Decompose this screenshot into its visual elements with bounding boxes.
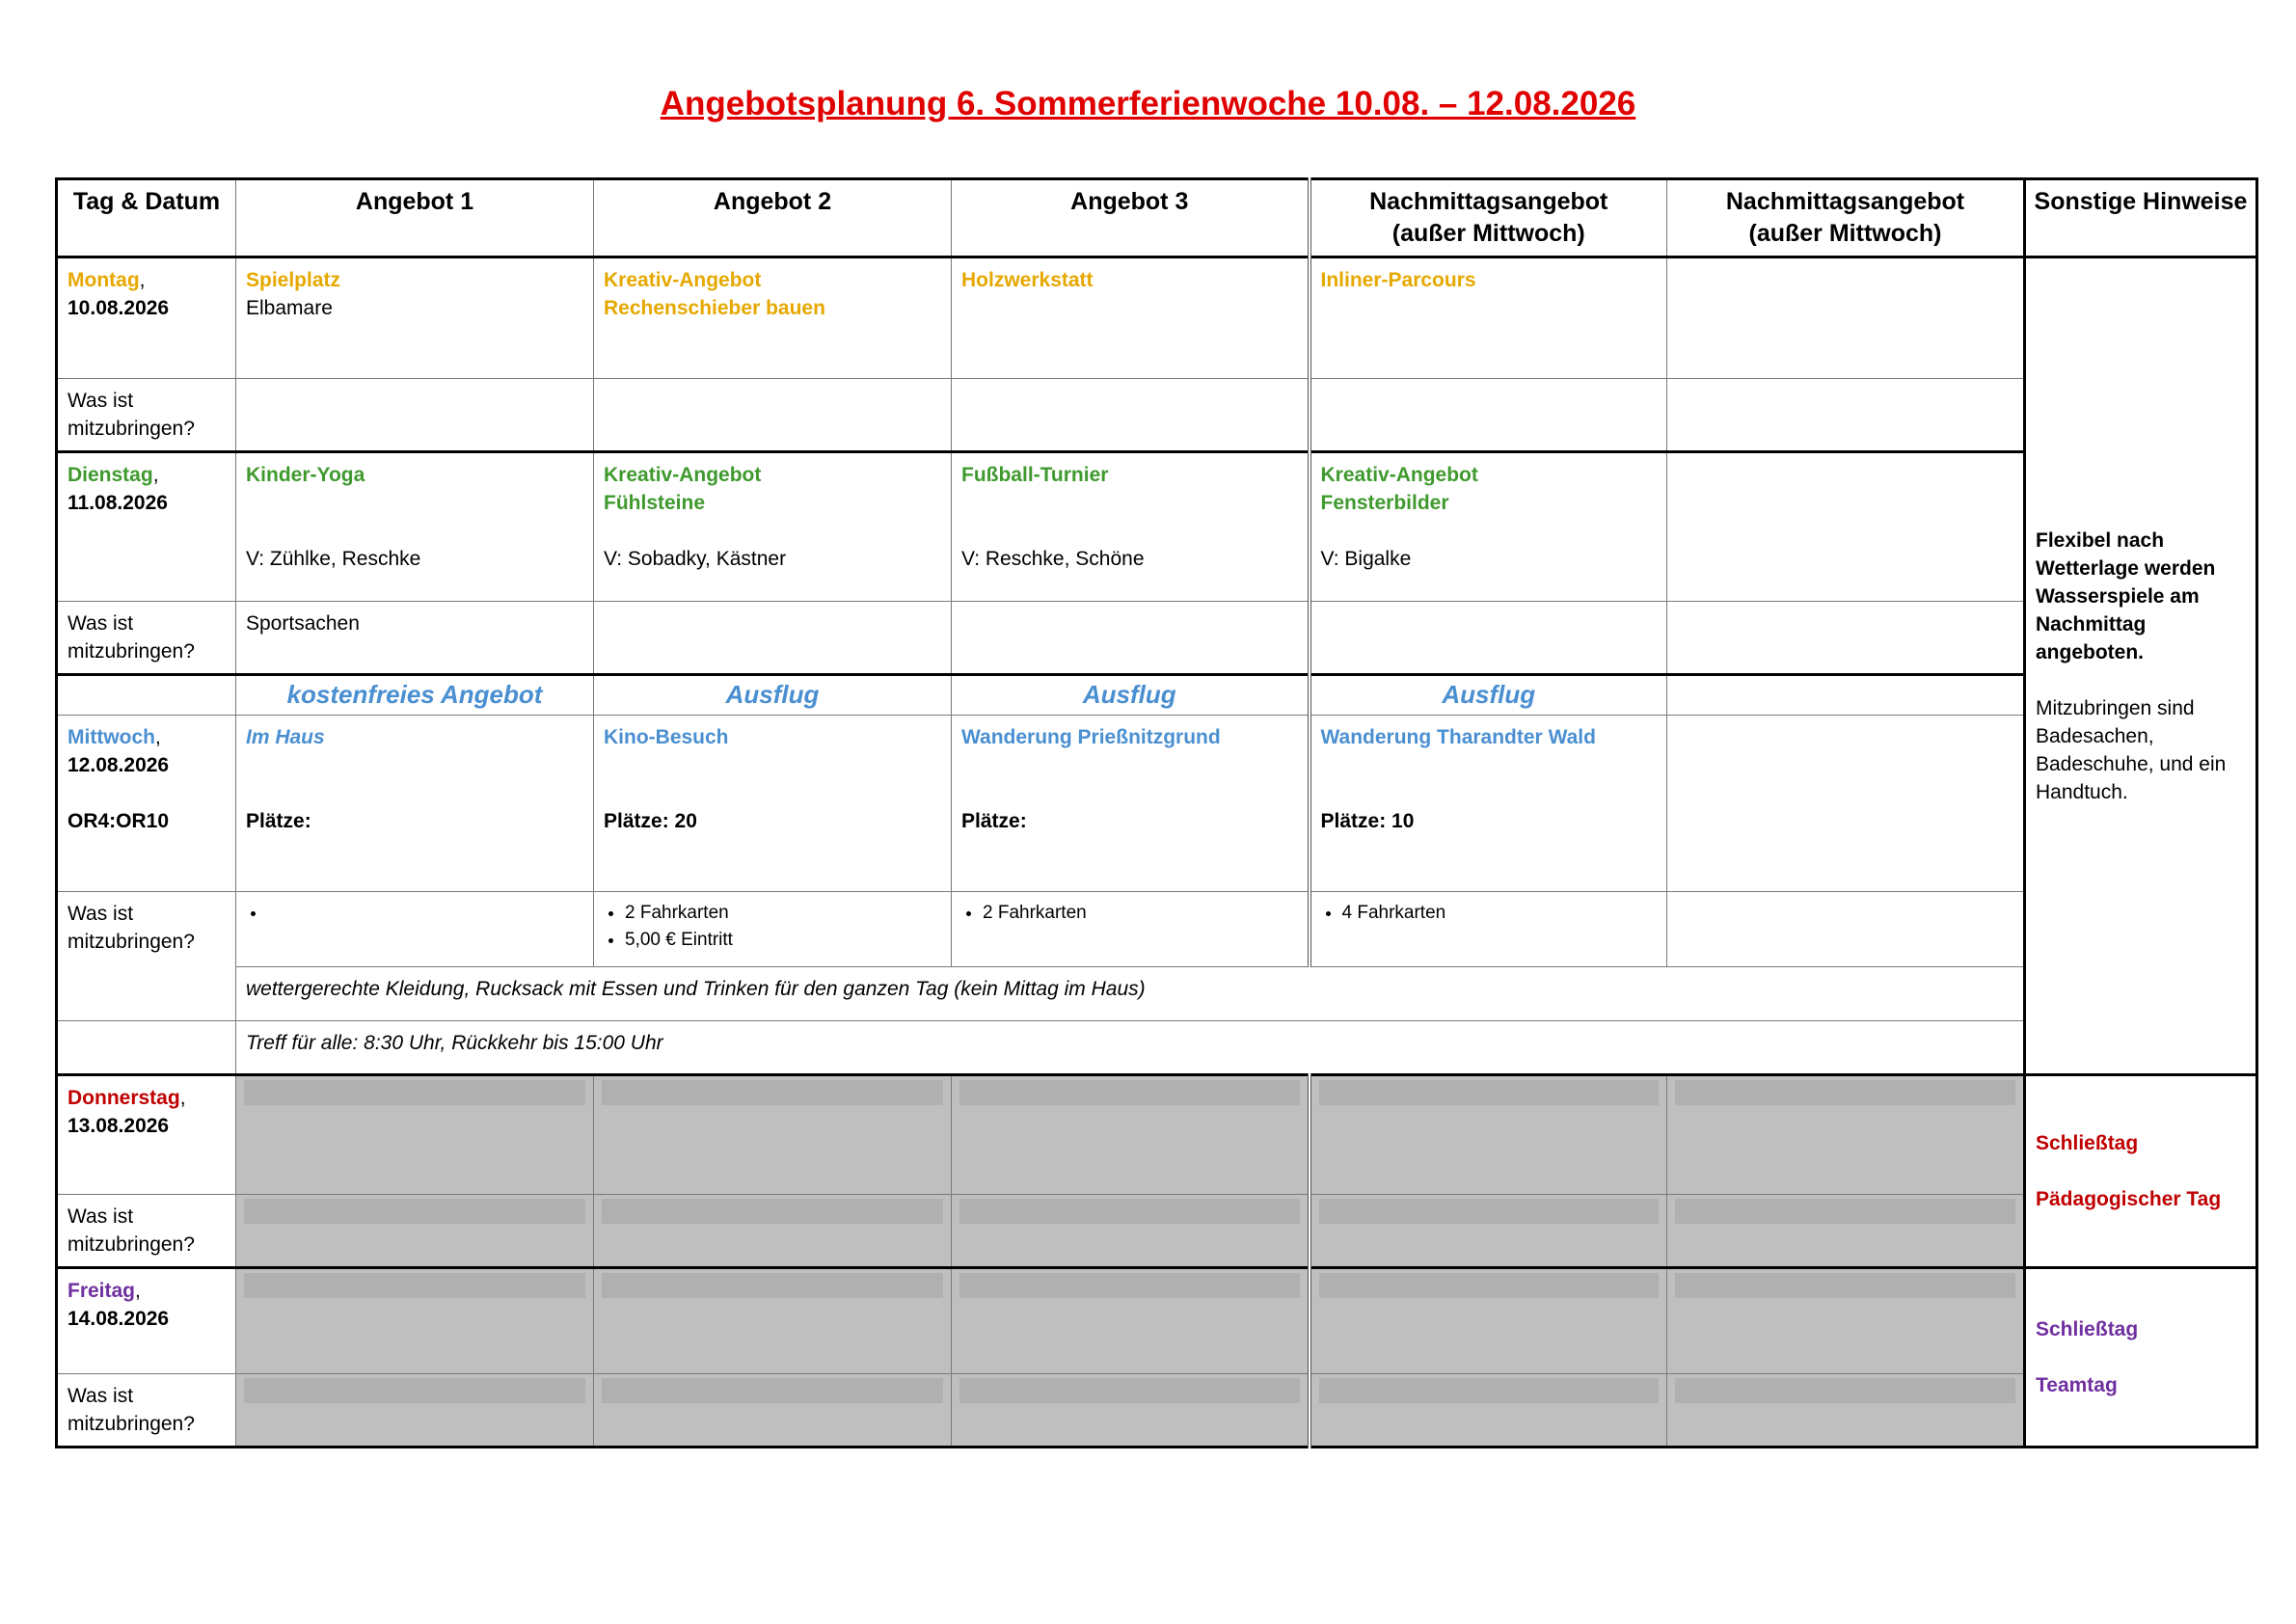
friday-reason: Teamtag — [2036, 1374, 2118, 1396]
tuesday-bring-5 — [1667, 602, 2025, 675]
closed-cell — [1667, 1075, 2025, 1195]
tuesday-angebot-2: Kreativ-Angebot Fühlsteine V: Sobadky, Kästner — [594, 452, 952, 602]
monday-angebot-2: Kreativ-Angebot Rechenschieber bauen — [594, 257, 952, 379]
monday-bring-4 — [1310, 379, 1667, 452]
wednesday-bring-5 — [1667, 892, 2025, 967]
header-nachmittag-1: Nachmittagsangebot (außer Mittwoch) — [1310, 179, 1667, 257]
thursday-hints — [2025, 1075, 2257, 1268]
closed-cell — [594, 1195, 952, 1268]
wednesday-caption-1: kostenfreies Angebot — [236, 675, 594, 716]
header-nachmittag-2: Nachmittagsangebot (außer Mittwoch) — [1667, 179, 2025, 257]
table-row — [57, 1075, 2257, 1195]
header-angebot-1: Angebot 1 — [236, 179, 594, 257]
closed-cell — [1310, 1075, 1667, 1195]
closed-cell — [594, 1268, 952, 1374]
thursday-reason: Pädagogischer Tag — [2036, 1188, 2222, 1210]
header-sonstige-hinweise: Sonstige Hinweise — [2025, 179, 2257, 257]
monday-nachmittag-2 — [1667, 257, 2025, 379]
tuesday-angebot-1: Kinder-Yoga V: Zühlke, Reschke — [236, 452, 594, 602]
monday-bring-2 — [594, 379, 952, 452]
table-row — [57, 452, 2257, 602]
tuesday-bring-3 — [952, 602, 1310, 675]
bring-label: Was ist mitzubringen? — [57, 379, 236, 452]
table-row — [57, 1195, 2257, 1268]
thursday-closed-label: Schließtag — [2036, 1132, 2139, 1154]
monday-bring-3 — [952, 379, 1310, 452]
table-row — [57, 892, 2257, 967]
closed-cell — [1310, 1268, 1667, 1374]
wednesday-angebot-3: Wanderung Prießnitzgrund Plätze: — [952, 716, 1310, 892]
closed-cell — [1667, 1374, 2025, 1448]
tuesday-nachmittag-2 — [1667, 452, 2025, 602]
bring-label: Was ist mitzubringen? — [57, 892, 236, 1021]
tuesday-bring-2 — [594, 602, 952, 675]
bring-label: Was ist mitzubringen? — [57, 1195, 236, 1268]
monday-nachmittag-1: Inliner-Parcours — [1310, 257, 1667, 379]
wednesday-nachmittag-1: Wanderung Tharandter Wald Plätze: 10 — [1310, 716, 1667, 892]
bring-label: Was ist mitzubringen? — [57, 1374, 236, 1448]
schedule-table — [55, 177, 2258, 1448]
bring-label: Was ist mitzubringen? — [57, 602, 236, 675]
friday-closed-label: Schließtag — [2036, 1318, 2139, 1340]
hints-bring-items: Mitzubringen sind Badesachen, Badeschuhe, und ein Handtuch. — [2036, 696, 2227, 803]
table-row — [57, 716, 2257, 892]
hints-cell — [2025, 257, 2257, 1075]
closed-cell — [236, 1374, 594, 1448]
table-row — [57, 1268, 2257, 1374]
header-angebot-3: Angebot 3 — [952, 179, 1310, 257]
day-cell-thursday: Donnerstag, 13.08.2026 — [57, 1075, 236, 1195]
wednesday-angebot-1: Im Haus Plätze: — [236, 716, 594, 892]
tuesday-angebot-3: Fußball-Turnier V: Reschke, Schöne — [952, 452, 1310, 602]
monday-bring-1 — [236, 379, 594, 452]
closed-cell — [1667, 1195, 2025, 1268]
day-cell-monday: Montag, 10.08.2026 — [57, 257, 236, 379]
tuesday-nachmittag-1: Kreativ-Angebot Fensterbilder V: Bigalke — [1310, 452, 1667, 602]
table-row — [57, 967, 2257, 1021]
monday-angebot-1: Spielplatz Elbamare — [236, 257, 594, 379]
wednesday-caption-2: Ausflug — [594, 675, 952, 716]
wednesday-angebot-2: Kino-Besuch Plätze: 20 — [594, 716, 952, 892]
wednesday-caption-3: Ausflug — [952, 675, 1310, 716]
table-row — [57, 257, 2257, 379]
monday-bring-5 — [1667, 379, 2025, 452]
closed-cell — [1310, 1374, 1667, 1448]
table-row — [57, 379, 2257, 452]
closed-cell — [594, 1374, 952, 1448]
tuesday-bring-4 — [1310, 602, 1667, 675]
wednesday-nachmittag-2 — [1667, 716, 2025, 892]
wednesday-caption-empty — [57, 675, 236, 716]
wednesday-caption-5 — [1667, 675, 2025, 716]
closed-cell — [952, 1195, 1310, 1268]
wednesday-bring-2: • 2 Fahrkarten • 5,00 € Eintritt — [594, 892, 952, 967]
closed-cell — [1667, 1268, 2025, 1374]
day-cell-tuesday: Dienstag, 11.08.2026 — [57, 452, 236, 602]
wednesday-bring-1 — [236, 892, 594, 967]
day-cell-friday: Freitag, 14.08.2026 — [57, 1268, 236, 1374]
wednesday-clothing-note: wettergerechte Kleidung, Rucksack mit Essen und Trinken für den ganzen Tag (kein Mittag im Haus) — [236, 967, 2025, 1021]
table-row — [57, 1021, 2257, 1075]
friday-hints — [2025, 1268, 2257, 1448]
table-row — [57, 675, 2257, 716]
wednesday-bring-3: • 2 Fahrkarten — [952, 892, 1310, 967]
closed-cell — [236, 1075, 594, 1195]
tuesday-bring-1: Sportsachen — [236, 602, 594, 675]
day-cell-wednesday: Mittwoch, 12.08.2026 OR4:OR10 — [57, 716, 236, 892]
wednesday-meet-empty — [57, 1021, 236, 1075]
header-tag-datum: Tag & Datum — [57, 179, 236, 257]
wednesday-bring-4: • 4 Fahrkarten — [1310, 892, 1667, 967]
closed-cell — [236, 1268, 594, 1374]
table-row — [57, 602, 2257, 675]
closed-cell — [952, 1268, 1310, 1374]
closed-cell — [594, 1075, 952, 1195]
wednesday-meeting-note: Treff für alle: 8:30 Uhr, Rückkehr bis 15:00 Uhr — [236, 1021, 2025, 1075]
table-row — [57, 1374, 2257, 1448]
closed-cell — [952, 1075, 1310, 1195]
closed-cell — [952, 1374, 1310, 1448]
closed-cell — [1310, 1195, 1667, 1268]
monday-angebot-3: Holzwerkstatt — [952, 257, 1310, 379]
header-angebot-2: Angebot 2 — [594, 179, 952, 257]
wednesday-caption-4: Ausflug — [1310, 675, 1667, 716]
hints-water-games: Flexibel nach Wetterlage werden Wasserspiele am Nachmittag angeboten. — [2036, 528, 2216, 663]
closed-cell — [236, 1195, 594, 1268]
page-title: Angebotsplanung 6. Sommerferienwoche 10.08. – 12.08.2026 — [660, 85, 1636, 122]
